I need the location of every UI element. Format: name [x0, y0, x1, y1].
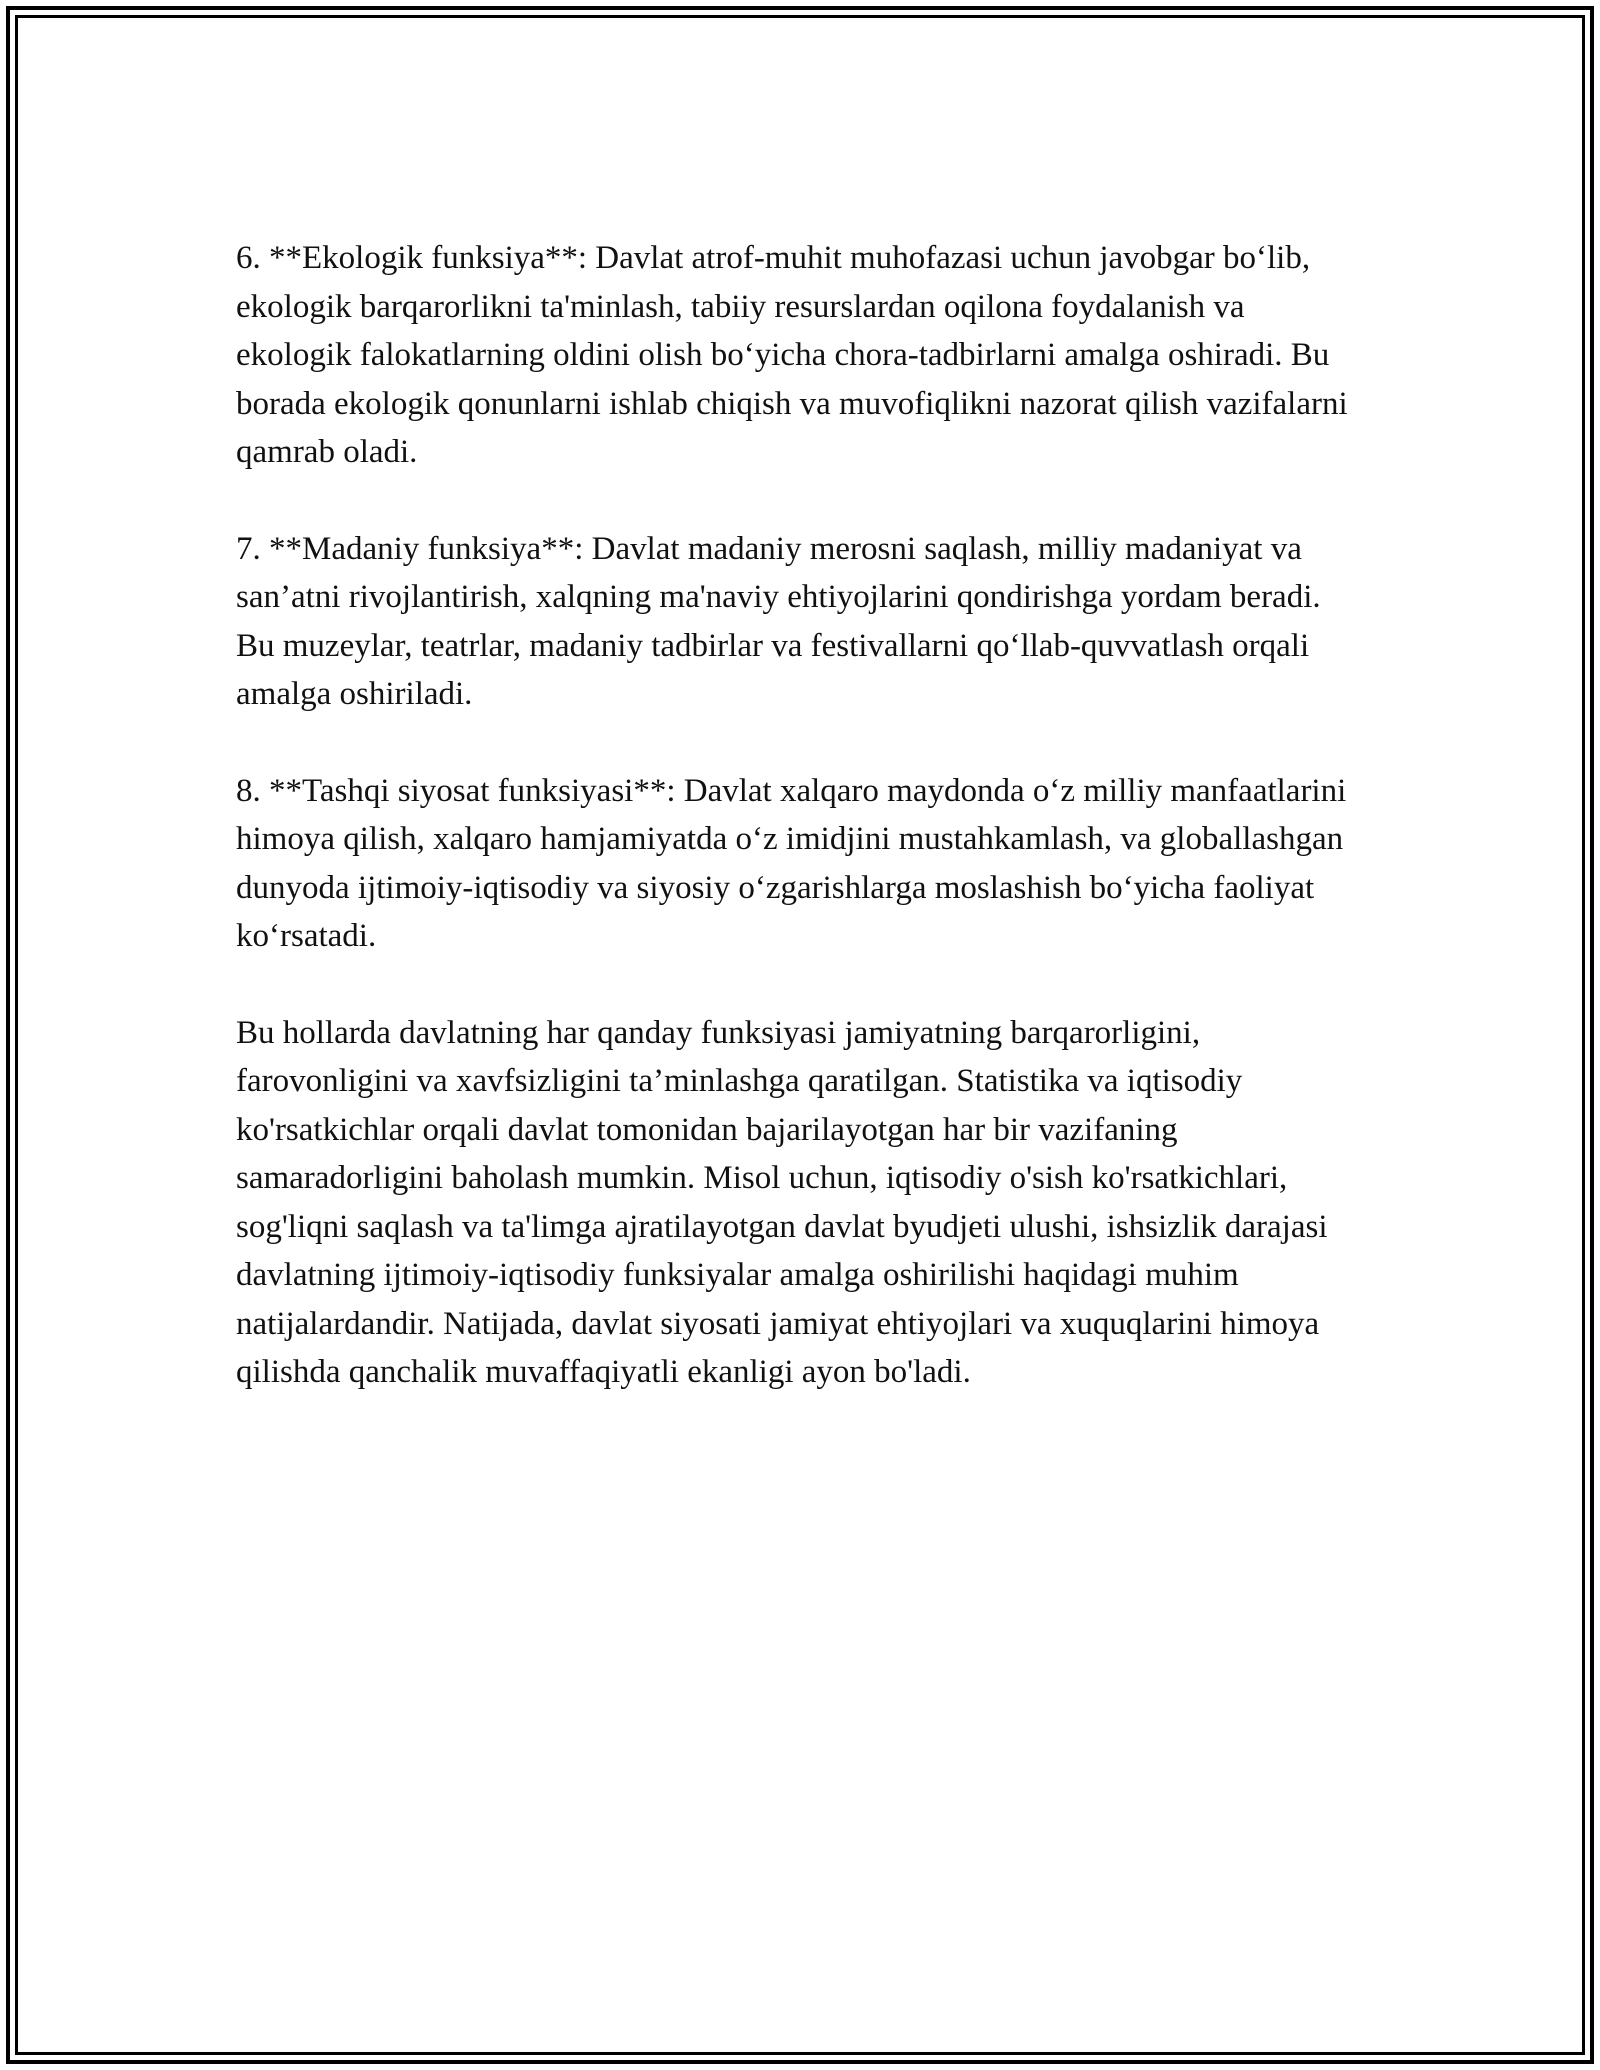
paragraph-cultural-function: 7. **Madaniy funksiya**: Davlat madaniy merosni saqlash, milliy madaniyat va san’atni rivojlantirish, xalqning ma'naviy ehtiyojlarini qondirishga yordam beradi. Bu muzeylar, teatrlar, madaniy tadbirlar va festivallarni qo‘llab-quvvatlash orqali amalga oshiriladi.	[236, 530, 1321, 712]
document-body	[236, 234, 1366, 1397]
paragraph-conclusion: Bu hollarda davlatning har qanday funksiyasi jamiyatning barqarorligini, farovonligini va xavfsizligini ta’minlashga qaratilgan. Statistika va iqtisodiy ko'rsatkichlar orqali davlat tomonidan bajarilayotgan har bir vazifaning samaradorligini baholash mumkin. Misol uchun, iqtisodiy o'sish ko'rsatkichlari, sog'liqni saqlash va ta'limga ajratilayotgan davlat byudjeti ulushi, ishsizlik darajasi davlatning ijtimoiy-iqtisodiy funksiyalar amalga oshirilishi haqidagi muhim natijalardandir. Natijada, davlat siyosati jamiyat ehtiyojlari va xuquqlarini himoya qilishda qanchalik muvaffaqiyatli ekanligi ayon bo'ladi.	[236, 1014, 1328, 1390]
paragraph-foreign-policy-function: 8. **Tashqi siyosat funksiyasi**: Davlat xalqaro maydonda o‘z milliy manfaatlarini himoya qilish, xalqaro hamjamiyatda o‘z imidjini mustahkamlash, va globallashgan dunyoda ijtimoiy-iqtisodiy va siyosiy o‘zgarishlarga moslashish bo‘yicha faoliyat ko‘rsatadi.	[236, 772, 1347, 954]
paragraph-ecological-function: 6. **Ekologik funksiya**: Davlat atrof-muhit muhofazasi uchun javobgar bo‘lib, ekologik barqarorlikni ta'minlash, tabiiy resurslardan oqilona foydalanish va ekologik falokatlarning oldini olish bo‘yicha chora-tadbirlarni amalga oshiradi. Bu borada ekologik qonunlarni ishlab chiqish va muvofiqlikni nazorat qilish vazifalarni qamrab oladi.	[236, 240, 1348, 470]
